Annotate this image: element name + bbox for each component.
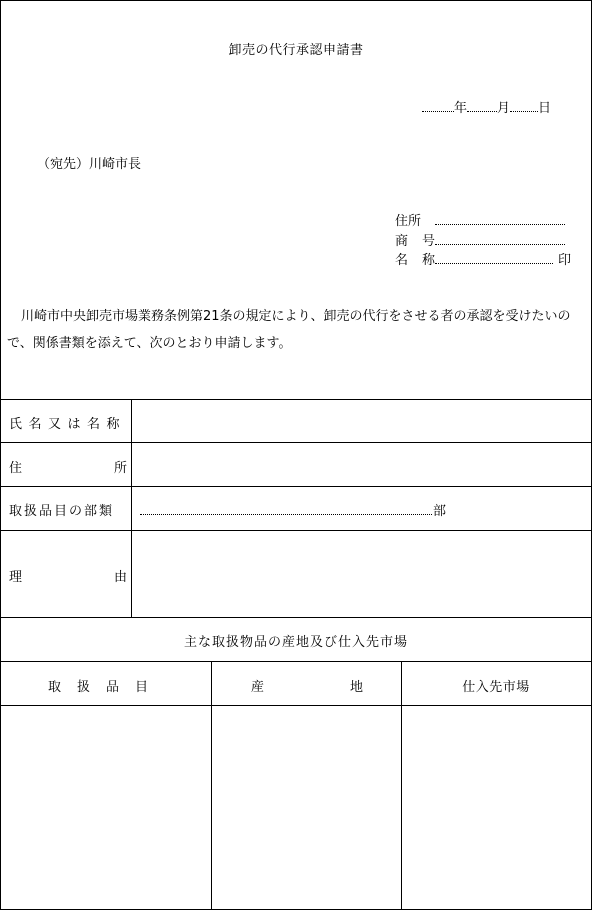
reason-input-cell[interactable]: [132, 531, 591, 617]
category-input-line[interactable]: [140, 500, 432, 515]
applicant-trade-name-line[interactable]: [435, 232, 565, 245]
address-char-2: 所: [113, 461, 127, 476]
address-input-cell[interactable]: [132, 443, 591, 486]
row-divider: [1, 486, 591, 487]
row-divider: [1, 617, 591, 618]
category-suffix: 部: [433, 504, 447, 519]
reason-char-1: 理: [9, 570, 23, 585]
name-row-label: 氏名又は名称: [9, 417, 127, 432]
address-char-1: 住: [9, 461, 23, 476]
applicant-address-label: 住所: [395, 214, 422, 229]
address-row-label-text: [9, 457, 127, 476]
origin-char-1: 産: [251, 680, 265, 695]
applicant-address-line[interactable]: [435, 212, 565, 225]
reason-row-label: [9, 566, 127, 585]
applicant-address-row: [395, 210, 565, 229]
origin-char-2: 地: [349, 680, 363, 695]
col-header-origin: [251, 676, 363, 695]
market-data-cell[interactable]: [402, 706, 591, 909]
name-input-cell[interactable]: [132, 400, 591, 442]
year-blank[interactable]: [422, 99, 454, 112]
address-row-label: [9, 457, 127, 476]
origin-data-cell[interactable]: [212, 706, 401, 909]
month-label: 月: [497, 101, 511, 116]
application-statement: 川崎市中央卸売市場業務条例第21条の規定により、卸売の代行をさせる者の承認を受けたいので、関係書類を添えて、次のとおり申請します。: [7, 309, 571, 351]
day-blank[interactable]: [510, 99, 538, 112]
applicant-name-row: [395, 249, 553, 268]
items-data-cell[interactable]: [1, 706, 211, 909]
applicant-trade-name-row: [395, 230, 565, 249]
applicant-trade-name-label: 商 号: [395, 234, 435, 249]
reason-char-2: 由: [113, 570, 127, 585]
form-title: 卸売の代行承認申請書: [228, 43, 364, 58]
applicant-name-line[interactable]: [435, 251, 553, 264]
seal-mark: 印: [558, 253, 572, 268]
reason-row-label-text: [9, 566, 127, 585]
row-divider: [1, 661, 591, 662]
month-blank[interactable]: [467, 99, 497, 112]
section-title: 主な取扱物品の産地及び仕入先市場: [183, 635, 408, 650]
col-header-market: 仕入先市場: [462, 680, 530, 695]
col-header-items: 取扱品目: [47, 680, 164, 695]
addressee: （宛先）川崎市長: [37, 157, 142, 172]
date-field: [422, 97, 551, 116]
category-row-label: 取扱品目の部類: [9, 504, 115, 519]
year-label: 年: [454, 101, 468, 116]
col-header-origin-text: [251, 676, 363, 695]
day-label: 日: [538, 101, 552, 116]
applicant-name-label: 名 称: [395, 253, 435, 268]
